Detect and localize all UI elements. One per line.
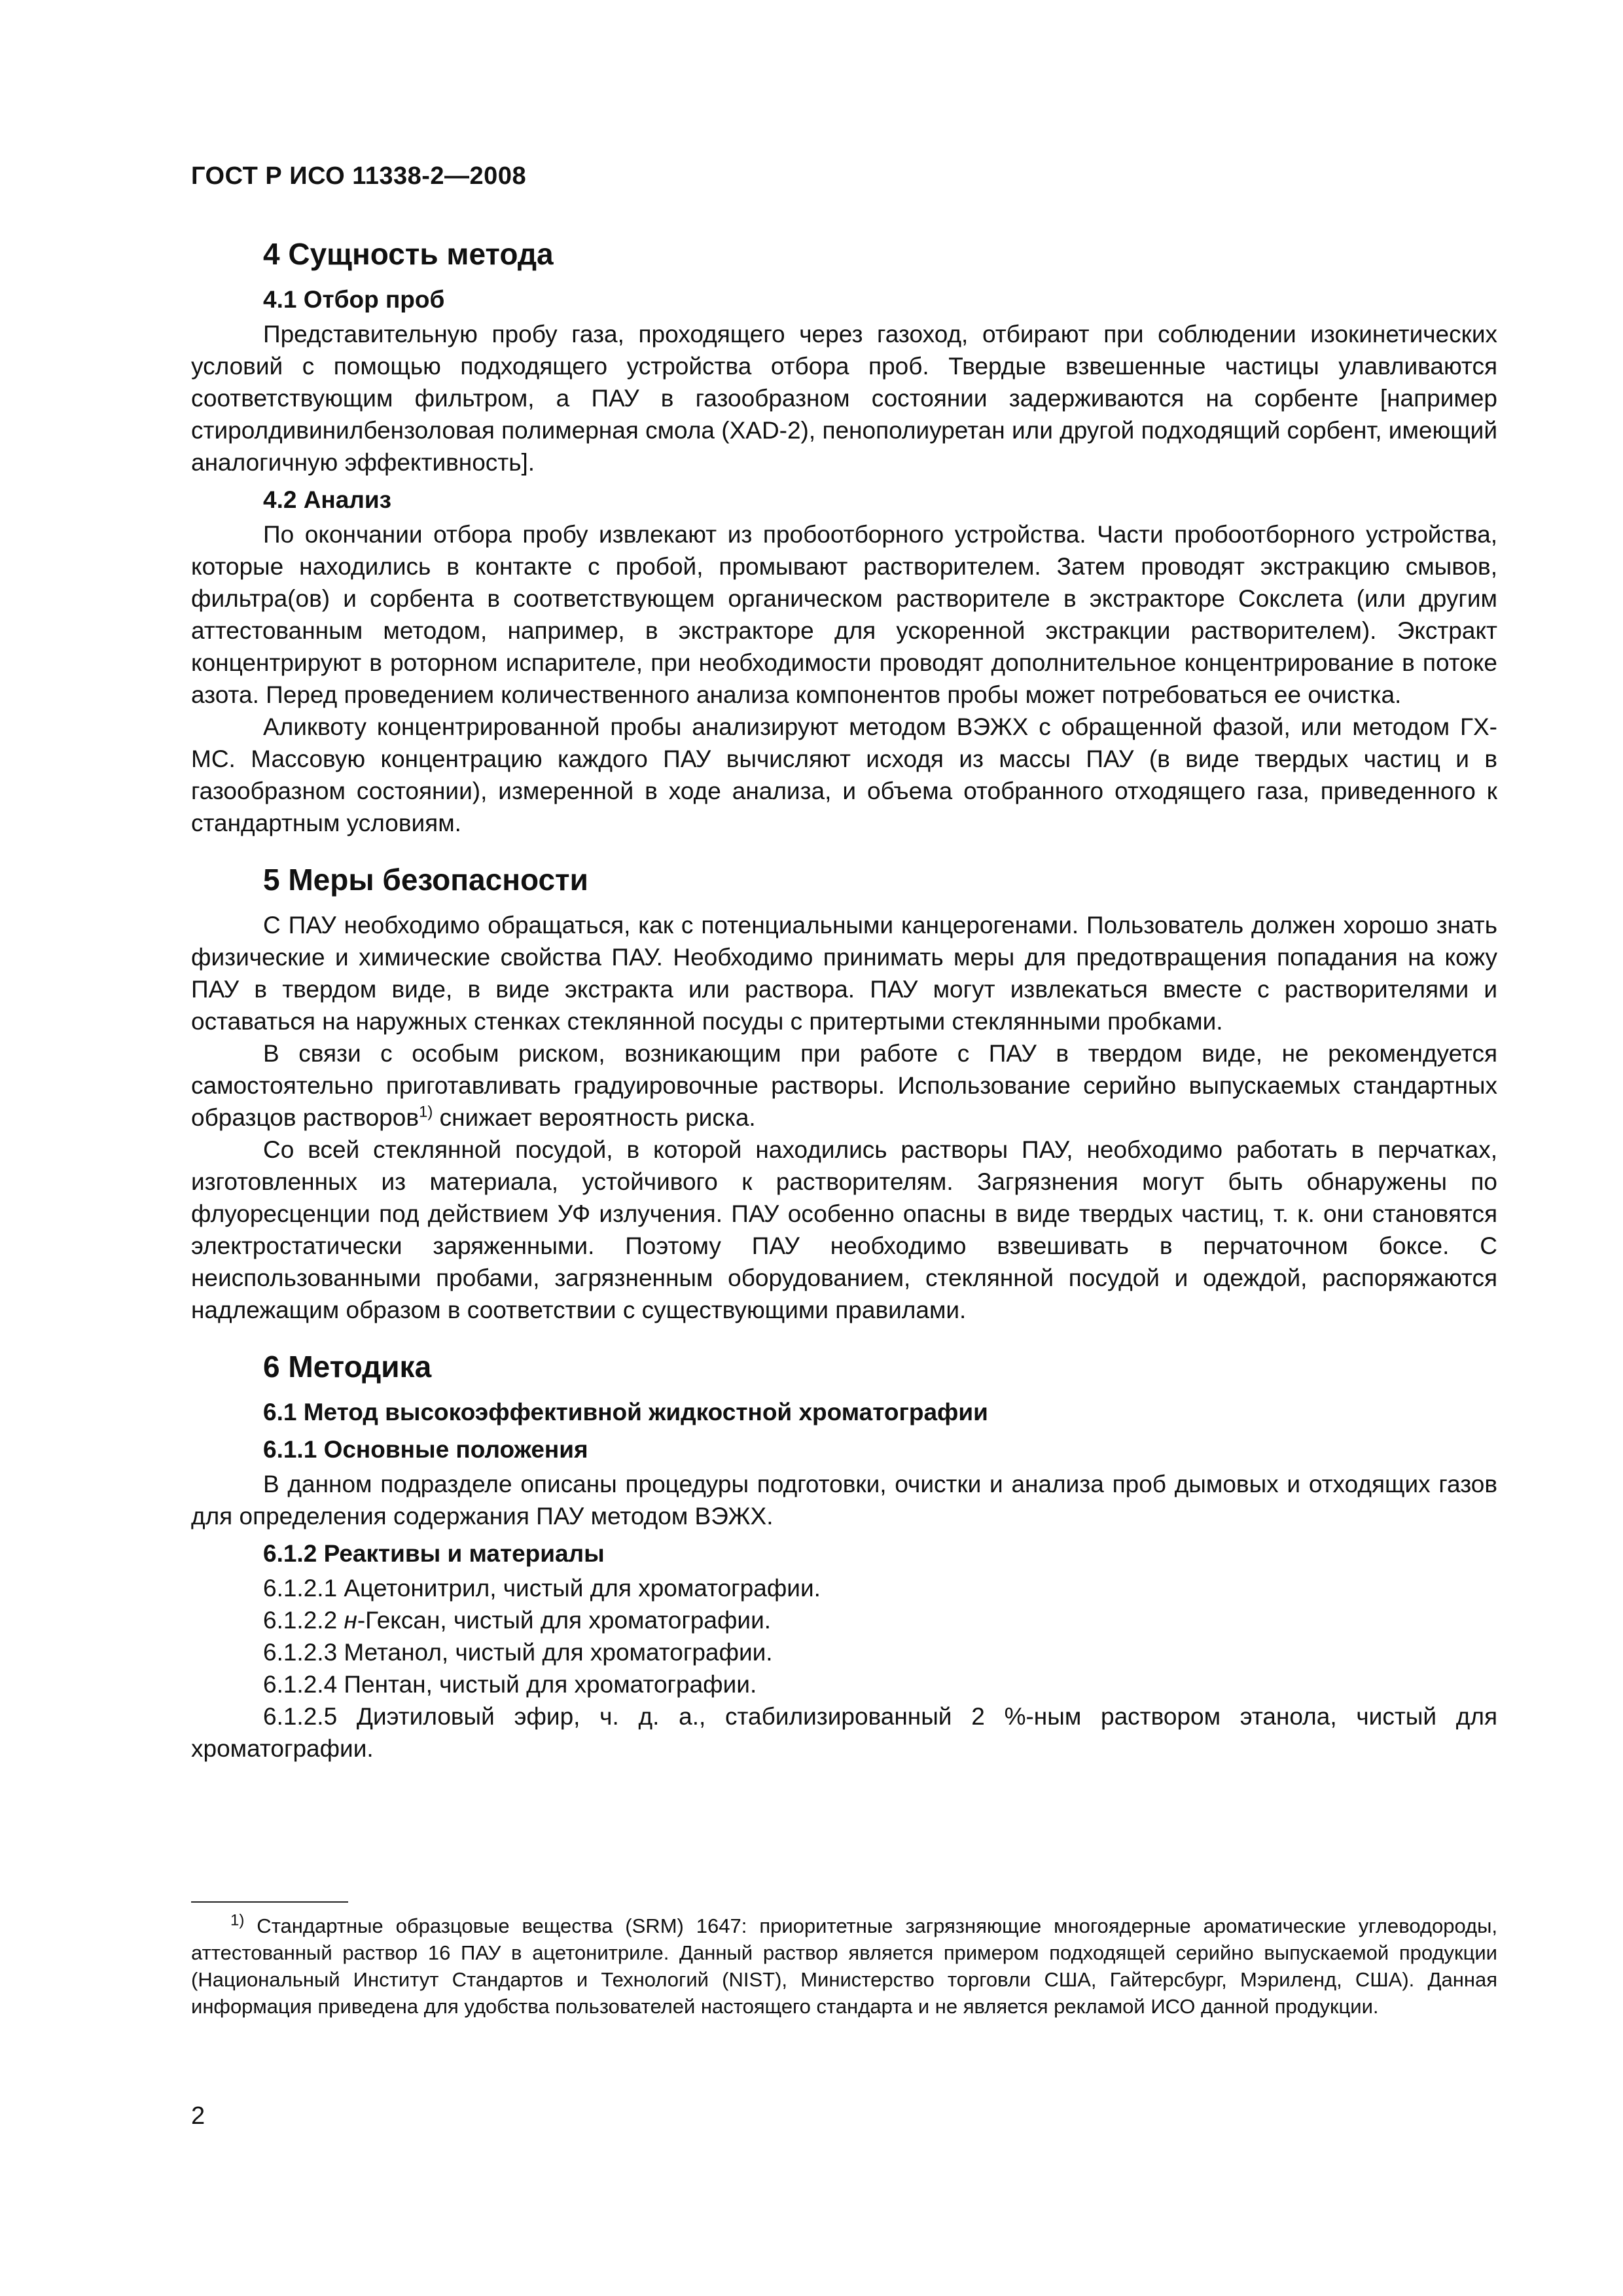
paragraph-5-2-text: В связи с особым риском, возникающим при работе с ПАУ в твердом виде, не рекомендуется самостоятельно приготавливать градуировочные растворы. Использование серийно выпускаемых стандартных образцов растворов: [191, 1040, 1497, 1131]
list-item-num: 6.1.2.2: [263, 1607, 344, 1634]
list-item-6-1-2-4: 6.1.2.4 Пентан, чистый для хроматографии.: [263, 1671, 757, 1698]
list-item-6-1-2-3: 6.1.2.3 Метанол, чистый для хроматографии.: [263, 1639, 773, 1666]
subsection-6-1-title: 6.1 Метод высокоэффективной жидкостной хроматографии: [263, 1399, 988, 1426]
paragraph-6-1-1: В данном подразделе описаны процедуры подготовки, очистки и анализа проб дымовых и отходящих газов для определения содержания ПАУ методом ВЭЖХ.: [191, 1471, 1497, 1530]
footnote: [191, 1912, 1497, 2020]
section-5-title: 5 Меры безопасности: [263, 863, 588, 897]
paragraph-5-1: С ПАУ необходимо обращаться, как с потенциальными канцерогенами. Пользователь должен хорошо знать физические и химические свойства ПАУ. Необходимо принимать меры для предотвращения попадания на кожу ПАУ в твердом виде, в виде экстракта или раствора. ПАУ могут извлекаться вместе с растворителями и оставаться на наружных стенках стеклянной посуды с притертыми стеклянными пробками.: [191, 912, 1497, 1035]
list-item-rest: -Гексан, чистый для хроматографии.: [357, 1607, 772, 1634]
paragraph-5-3: Со всей стеклянной посудой, в которой находились растворы ПАУ, необходимо работать в перчатках, изготовленных из материала, устойчивого к растворителям. Загрязнения могут быть обнаружены по флуоресценции под действием УФ излучения. ПАУ особенно опасны в виде твердых частиц, т. к. они становятся электростатически заряженными. Поэтому ПАУ необходимо взвешивать в перчаточном боксе. С неиспользованными пробами, загрязненным оборудованием, стеклянной посудой и одеждой, распоряжаются надлежащим образом в соответствии с существующими правилами.: [191, 1136, 1497, 1323]
list-item-6-1-2-1: 6.1.2.1 Ацетонитрил, чистый для хроматографии.: [263, 1575, 821, 1602]
section-6-title: 6 Методика: [263, 1350, 432, 1384]
paragraph-5-2: [191, 1037, 1497, 1134]
subsection-6-1-2-title: 6.1.2 Реактивы и материалы: [263, 1540, 605, 1567]
paragraph-4-2-1: По окончании отбора пробу извлекают из пробоотборного устройства. Части пробоотборного устройства, которые находились в контакте с пробой, промывают растворителем. Затем проводят экстракцию смывов, фильтра(ов) и сорбента в соответствующем органическом растворителе в экстракторе Сокслета (или другим аттестованным методом, например, в экстракторе для ускоренной экстракции растворителем). Экстракт концентрируют в роторном испарителе, при необходимости проводят дополнительное концентрирование в потоке азота. Перед проведением количественного анализа компонентов пробы может потребоваться ее очистка.: [191, 521, 1497, 708]
subsection-6-1-1-title: 6.1.1 Основные положения: [263, 1436, 588, 1463]
list-item-italic: н: [344, 1607, 357, 1634]
footnote-text: Стандартные образцовые вещества (SRM) 1647: приоритетные загрязняющие многоядерные ароматические углеводороды, аттестованный раствор 16 ПАУ в ацетонитриле. Данный раствор является примером подходящей серийно выпускаемой продукции (Национальный Институт Стандартов и Технологий (NIST), Министерство торговли США, Гайтерсбург, Мэриленд, США). Данная информация приведена для удобства пользователей настоящего стандарта и не является рекламой ИСО данной продукции.: [191, 1914, 1497, 2018]
footnote-ref: 1): [419, 1103, 433, 1121]
document-body: [191, 229, 1497, 1765]
footnote-divider: [191, 1901, 348, 1903]
subsection-4-2-title: 4.2 Анализ: [263, 486, 392, 513]
page-number: 2: [191, 2102, 205, 2130]
section-4-title: 4 Сущность метода: [263, 237, 554, 271]
paragraph-4-1: Представительную пробу газа, проходящего через газоход, отбирают при соблюдении изокинетических условий с помощью подходящего устройства отбора проб. Твердые взвешенные частицы улавливаются соответствующим фильтром, а ПАУ в газообразном состоянии задерживаются на сорбенте [например стиролдивинилбензоловая полимерная смола (XAD-2), пенополиуретан или другой подходящий сорбент, имеющий аналогичную эффективность].: [191, 321, 1498, 476]
footnote-mark: 1): [230, 1911, 245, 1929]
list-item-6-1-2-2: [191, 1604, 1497, 1636]
list-item-6-1-2-5: 6.1.2.5 Диэтиловый эфир, ч. д. а., стабилизированный 2 %-ным раствором этанола, чистый для хроматографии.: [191, 1703, 1497, 1762]
document-header: ГОСТ Р ИСО 11338-2—2008: [191, 162, 527, 190]
paragraph-4-2-2: Аликвоту концентрированной пробы анализируют методом ВЭЖХ с обращенной фазой, или методом ГХ-МС. Массовую концентрацию каждого ПАУ вычисляют исходя из массы ПАУ (в виде твердых частиц и в газообразном состоянии), измеренной в ходе анализа, и объема отобранного отходящего газа, приведенного к стандартным условиям.: [191, 713, 1497, 836]
paragraph-5-2-tail: снижает вероятность риска.: [433, 1104, 756, 1131]
subsection-4-1-title: 4.1 Отбор проб: [263, 286, 445, 313]
